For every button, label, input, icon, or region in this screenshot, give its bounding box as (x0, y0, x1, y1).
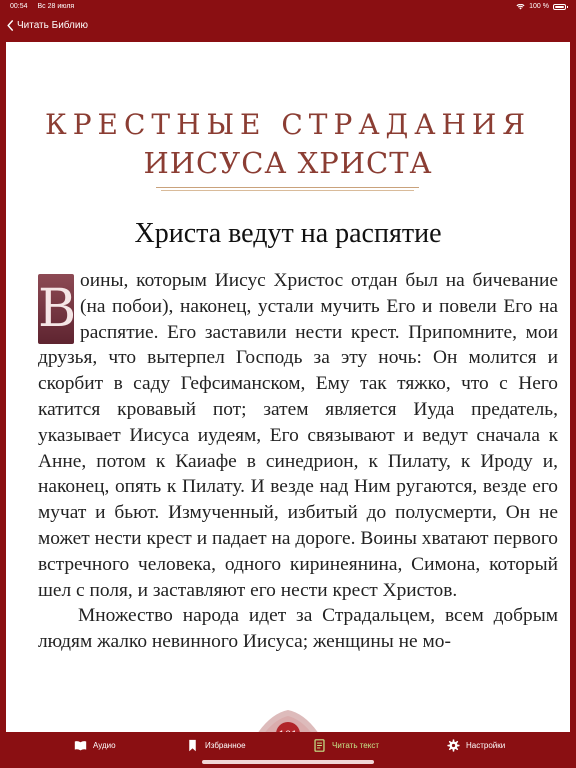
header-underline (156, 187, 419, 188)
tab-read-text[interactable] (313, 739, 379, 752)
home-indicator[interactable] (202, 760, 374, 764)
tab-favorites[interactable] (186, 739, 246, 752)
battery-percent: 100 % (529, 3, 549, 10)
page-number-ornament (248, 704, 328, 732)
paragraph-1-text: оины, которым Иисус Христос отдан был на бичевание (на побои), наконец, устали мучить Его и повели Его на распятие. Его заставили нести крест. Припомните, мои друзья, что вытерпел Господь за эту ночь: Он молится и скорбит в саду Гефсиманском, Ему так тяжко, что с Него катится кровавый пот; затем является Иуда предатель, указывает Иисуса иудеям, Его связывают и ведут сначала к Анне, потом к Каиафе в синедрион, к Пилату, к Ироду и, наконец, опять к Пилату. И везде над Ним ругаются, везде его мучат и бьют. Измученный, избитый до полусмерти, Он не может нести крест и падает на дороге. Воины хватают первого встречного человека, одного киринеянина, Симона, который шел с поля, и заставляют его нести крест Христов. (38, 270, 558, 601)
status-date: Вс 28 июля (37, 3, 75, 10)
header-underline-secondary (161, 190, 414, 191)
back-button[interactable] (6, 20, 88, 31)
gear-icon (447, 739, 460, 752)
tab-favorites-label: Избранное (205, 741, 246, 750)
body-text (38, 268, 558, 655)
navigation-bar (0, 14, 576, 42)
header-line2: ИИСУСА ХРИСТА (143, 146, 433, 180)
tab-settings-label: Настройки (466, 741, 506, 750)
book-open-icon (74, 739, 87, 752)
back-button-label: Читать Библию (17, 20, 88, 31)
tab-audio[interactable] (74, 739, 116, 752)
tab-read-text-label: Читать текст (332, 741, 379, 750)
header-line1: КРЕСТНЫЕ СТРАДАНИЯ (45, 108, 531, 141)
chapter-title: Христа ведут на распятие (134, 218, 442, 249)
status-bar (0, 0, 576, 14)
document-icon (313, 739, 326, 752)
tab-audio-label: Аудио (93, 741, 116, 750)
drop-cap: В (38, 274, 74, 344)
status-time: 00:54 (10, 3, 28, 10)
wifi-icon (516, 4, 525, 10)
tab-settings[interactable] (447, 739, 505, 752)
paragraph-1 (38, 268, 558, 603)
battery-level (555, 6, 564, 8)
battery-icon (553, 4, 566, 10)
bookmark-icon (186, 739, 199, 752)
status-left (10, 3, 82, 10)
status-right (516, 3, 566, 10)
paragraph-2: Множество народа идет за Страдальцем, всем добрым людям жалко невинного Иисуса; женщины не мо- (38, 605, 558, 653)
book-page[interactable] (6, 42, 570, 732)
chevron-left-icon (6, 20, 14, 31)
